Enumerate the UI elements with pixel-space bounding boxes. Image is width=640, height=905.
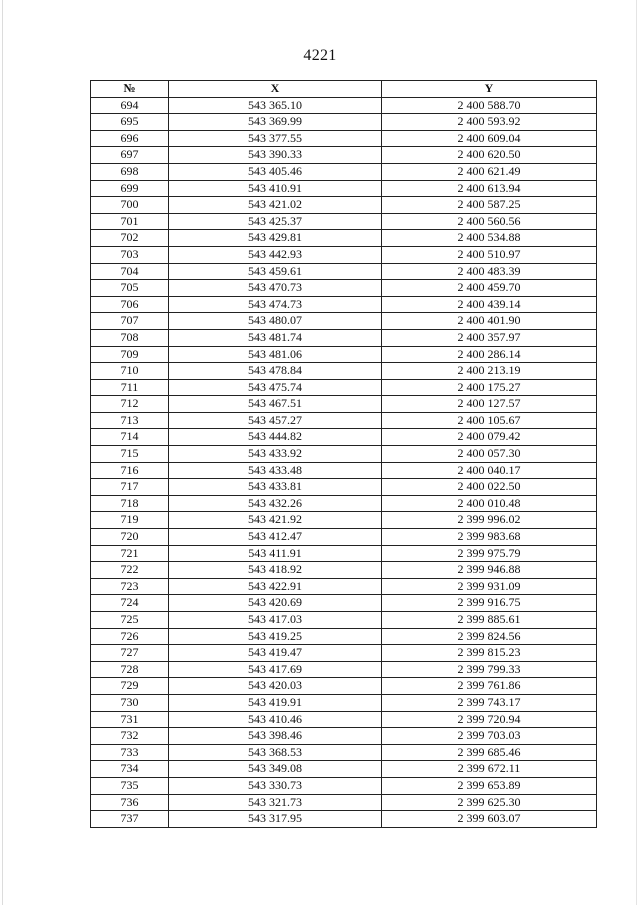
- cell-y: 2 400 401.90: [382, 313, 597, 330]
- cell-number: 694: [91, 97, 169, 114]
- cell-x: 543 474.73: [169, 296, 382, 313]
- cell-x: 543 425.37: [169, 213, 382, 230]
- cell-number: 736: [91, 794, 169, 811]
- cell-x: 543 470.73: [169, 280, 382, 297]
- cell-y: 2 400 127.57: [382, 396, 597, 413]
- cell-x: 543 349.08: [169, 761, 382, 778]
- table-body: [91, 97, 597, 827]
- cell-x: 543 478.84: [169, 363, 382, 380]
- cell-x: 543 410.46: [169, 711, 382, 728]
- table-row: [91, 661, 597, 678]
- table-row: [91, 329, 597, 346]
- cell-y: 2 399 815.23: [382, 645, 597, 662]
- cell-x: 543 365.10: [169, 97, 382, 114]
- cell-y: 2 399 885.61: [382, 612, 597, 629]
- cell-x: 543 444.82: [169, 429, 382, 446]
- cell-x: 543 419.47: [169, 645, 382, 662]
- cell-x: 543 411.91: [169, 545, 382, 562]
- table-row: [91, 296, 597, 313]
- cell-number: 723: [91, 578, 169, 595]
- table-row: [91, 744, 597, 761]
- table-row: [91, 678, 597, 695]
- cell-x: 543 417.69: [169, 661, 382, 678]
- cell-x: 543 419.25: [169, 628, 382, 645]
- table-row: [91, 562, 597, 579]
- table-row: [91, 694, 597, 711]
- cell-x: 543 481.06: [169, 346, 382, 363]
- cell-x: 543 410.91: [169, 180, 382, 197]
- cell-number: 719: [91, 512, 169, 529]
- cell-y: 2 399 824.56: [382, 628, 597, 645]
- cell-number: 733: [91, 744, 169, 761]
- cell-number: 735: [91, 777, 169, 794]
- cell-y: 2 400 620.50: [382, 147, 597, 164]
- cell-y: 2 400 593.92: [382, 114, 597, 131]
- cell-number: 732: [91, 728, 169, 745]
- scan-edge-right: [636, 0, 637, 905]
- cell-y: 2 400 439.14: [382, 296, 597, 313]
- table-row: [91, 429, 597, 446]
- cell-number: 730: [91, 694, 169, 711]
- table-row: [91, 412, 597, 429]
- cell-number: 695: [91, 114, 169, 131]
- cell-y: 2 400 040.17: [382, 462, 597, 479]
- header-x: X: [169, 81, 382, 98]
- cell-y: 2 399 975.79: [382, 545, 597, 562]
- cell-number: 721: [91, 545, 169, 562]
- table-header-row: [91, 81, 597, 98]
- cell-y: 2 400 613.94: [382, 180, 597, 197]
- cell-y: 2 399 653.89: [382, 777, 597, 794]
- cell-number: 711: [91, 379, 169, 396]
- cell-number: 703: [91, 246, 169, 263]
- cell-number: 727: [91, 645, 169, 662]
- cell-y: 2 400 286.14: [382, 346, 597, 363]
- cell-number: 704: [91, 263, 169, 280]
- cell-x: 543 369.99: [169, 114, 382, 131]
- table-row: [91, 462, 597, 479]
- cell-y: 2 399 603.07: [382, 811, 597, 828]
- coordinates-table: [90, 80, 597, 828]
- cell-number: 705: [91, 280, 169, 297]
- cell-y: 2 400 560.56: [382, 213, 597, 230]
- table-row: [91, 728, 597, 745]
- cell-number: 714: [91, 429, 169, 446]
- cell-number: 717: [91, 479, 169, 496]
- cell-y: 2 399 799.33: [382, 661, 597, 678]
- cell-number: 728: [91, 661, 169, 678]
- table-row: [91, 263, 597, 280]
- table-row: [91, 529, 597, 546]
- cell-y: 2 400 621.49: [382, 163, 597, 180]
- table-row: [91, 163, 597, 180]
- cell-x: 543 420.03: [169, 678, 382, 695]
- cell-number: 706: [91, 296, 169, 313]
- cell-x: 543 420.69: [169, 595, 382, 612]
- cell-x: 543 433.48: [169, 462, 382, 479]
- cell-y: 2 400 057.30: [382, 446, 597, 463]
- cell-number: 725: [91, 612, 169, 629]
- cell-number: 707: [91, 313, 169, 330]
- cell-y: 2 399 685.46: [382, 744, 597, 761]
- cell-y: 2 400 587.25: [382, 197, 597, 214]
- cell-x: 543 412.47: [169, 529, 382, 546]
- table-header: [91, 81, 597, 98]
- table-row: [91, 197, 597, 214]
- cell-x: 543 321.73: [169, 794, 382, 811]
- cell-y: 2 399 703.03: [382, 728, 597, 745]
- table-row: [91, 213, 597, 230]
- cell-x: 543 421.02: [169, 197, 382, 214]
- table-row: [91, 147, 597, 164]
- cell-x: 543 368.53: [169, 744, 382, 761]
- cell-number: 708: [91, 329, 169, 346]
- cell-y: 2 399 625.30: [382, 794, 597, 811]
- table-row: [91, 130, 597, 147]
- cell-number: 709: [91, 346, 169, 363]
- cell-y: 2 399 761.86: [382, 678, 597, 695]
- cell-y: 2 400 609.04: [382, 130, 597, 147]
- cell-number: 726: [91, 628, 169, 645]
- cell-x: 543 330.73: [169, 777, 382, 794]
- table-row: [91, 479, 597, 496]
- table-row: [91, 595, 597, 612]
- cell-y: 2 399 720.94: [382, 711, 597, 728]
- cell-number: 720: [91, 529, 169, 546]
- cell-number: 702: [91, 230, 169, 247]
- cell-y: 2 400 534.88: [382, 230, 597, 247]
- cell-y: 2 400 175.27: [382, 379, 597, 396]
- cell-y: 2 399 983.68: [382, 529, 597, 546]
- scan-edge-left: [2, 0, 3, 905]
- cell-x: 543 377.55: [169, 130, 382, 147]
- cell-y: 2 400 357.97: [382, 329, 597, 346]
- table-row: [91, 811, 597, 828]
- cell-number: 710: [91, 363, 169, 380]
- cell-x: 543 418.92: [169, 562, 382, 579]
- cell-y: 2 400 105.67: [382, 412, 597, 429]
- cell-number: 737: [91, 811, 169, 828]
- cell-number: 734: [91, 761, 169, 778]
- cell-number: 718: [91, 495, 169, 512]
- table-row: [91, 512, 597, 529]
- table-row: [91, 379, 597, 396]
- table-row: [91, 97, 597, 114]
- cell-x: 543 317.95: [169, 811, 382, 828]
- cell-x: 543 398.46: [169, 728, 382, 745]
- cell-y: 2 399 916.75: [382, 595, 597, 612]
- cell-y: 2 399 672.11: [382, 761, 597, 778]
- cell-x: 543 417.03: [169, 612, 382, 629]
- cell-y: 2 400 079.42: [382, 429, 597, 446]
- cell-number: 716: [91, 462, 169, 479]
- cell-y: 2 400 588.70: [382, 97, 597, 114]
- cell-x: 543 442.93: [169, 246, 382, 263]
- cell-number: 724: [91, 595, 169, 612]
- table-row: [91, 363, 597, 380]
- table-row: [91, 545, 597, 562]
- cell-number: 731: [91, 711, 169, 728]
- page-number: 4221: [303, 47, 337, 64]
- cell-x: 543 433.92: [169, 446, 382, 463]
- table-row: [91, 114, 597, 131]
- cell-x: 543 481.74: [169, 329, 382, 346]
- cell-number: 701: [91, 213, 169, 230]
- cell-x: 543 480.07: [169, 313, 382, 330]
- cell-y: 2 400 213.19: [382, 363, 597, 380]
- cell-number: 697: [91, 147, 169, 164]
- cell-number: 713: [91, 412, 169, 429]
- header-number: №: [91, 81, 169, 98]
- cell-x: 543 421.92: [169, 512, 382, 529]
- cell-number: 729: [91, 678, 169, 695]
- table-row: [91, 446, 597, 463]
- table-row: [91, 180, 597, 197]
- cell-x: 543 419.91: [169, 694, 382, 711]
- cell-number: 722: [91, 562, 169, 579]
- header-y: Y: [382, 81, 597, 98]
- cell-number: 712: [91, 396, 169, 413]
- cell-y: 2 400 510.97: [382, 246, 597, 263]
- table-row: [91, 396, 597, 413]
- table-row: [91, 612, 597, 629]
- table-row: [91, 280, 597, 297]
- table-row: [91, 711, 597, 728]
- cell-x: 543 422.91: [169, 578, 382, 595]
- table-row: [91, 578, 597, 595]
- cell-x: 543 432.26: [169, 495, 382, 512]
- table-row: [91, 761, 597, 778]
- cell-y: 2 399 931.09: [382, 578, 597, 595]
- table-row: [91, 794, 597, 811]
- cell-x: 543 405.46: [169, 163, 382, 180]
- cell-x: 543 390.33: [169, 147, 382, 164]
- table-row: [91, 495, 597, 512]
- table-row: [91, 628, 597, 645]
- table-row: [91, 777, 597, 794]
- table-row: [91, 313, 597, 330]
- cell-y: 2 399 946.88: [382, 562, 597, 579]
- cell-number: 715: [91, 446, 169, 463]
- cell-x: 543 467.51: [169, 396, 382, 413]
- cell-number: 696: [91, 130, 169, 147]
- cell-x: 543 433.81: [169, 479, 382, 496]
- cell-x: 543 459.61: [169, 263, 382, 280]
- cell-y: 2 400 459.70: [382, 280, 597, 297]
- cell-number: 698: [91, 163, 169, 180]
- cell-y: 2 400 022.50: [382, 479, 597, 496]
- cell-x: 543 457.27: [169, 412, 382, 429]
- cell-x: 543 475.74: [169, 379, 382, 396]
- cell-y: 2 399 996.02: [382, 512, 597, 529]
- cell-number: 700: [91, 197, 169, 214]
- cell-y: 2 400 010.48: [382, 495, 597, 512]
- cell-y: 2 399 743.17: [382, 694, 597, 711]
- table-row: [91, 645, 597, 662]
- cell-y: 2 400 483.39: [382, 263, 597, 280]
- cell-x: 543 429.81: [169, 230, 382, 247]
- table-row: [91, 230, 597, 247]
- table-row: [91, 246, 597, 263]
- table-row: [91, 346, 597, 363]
- cell-number: 699: [91, 180, 169, 197]
